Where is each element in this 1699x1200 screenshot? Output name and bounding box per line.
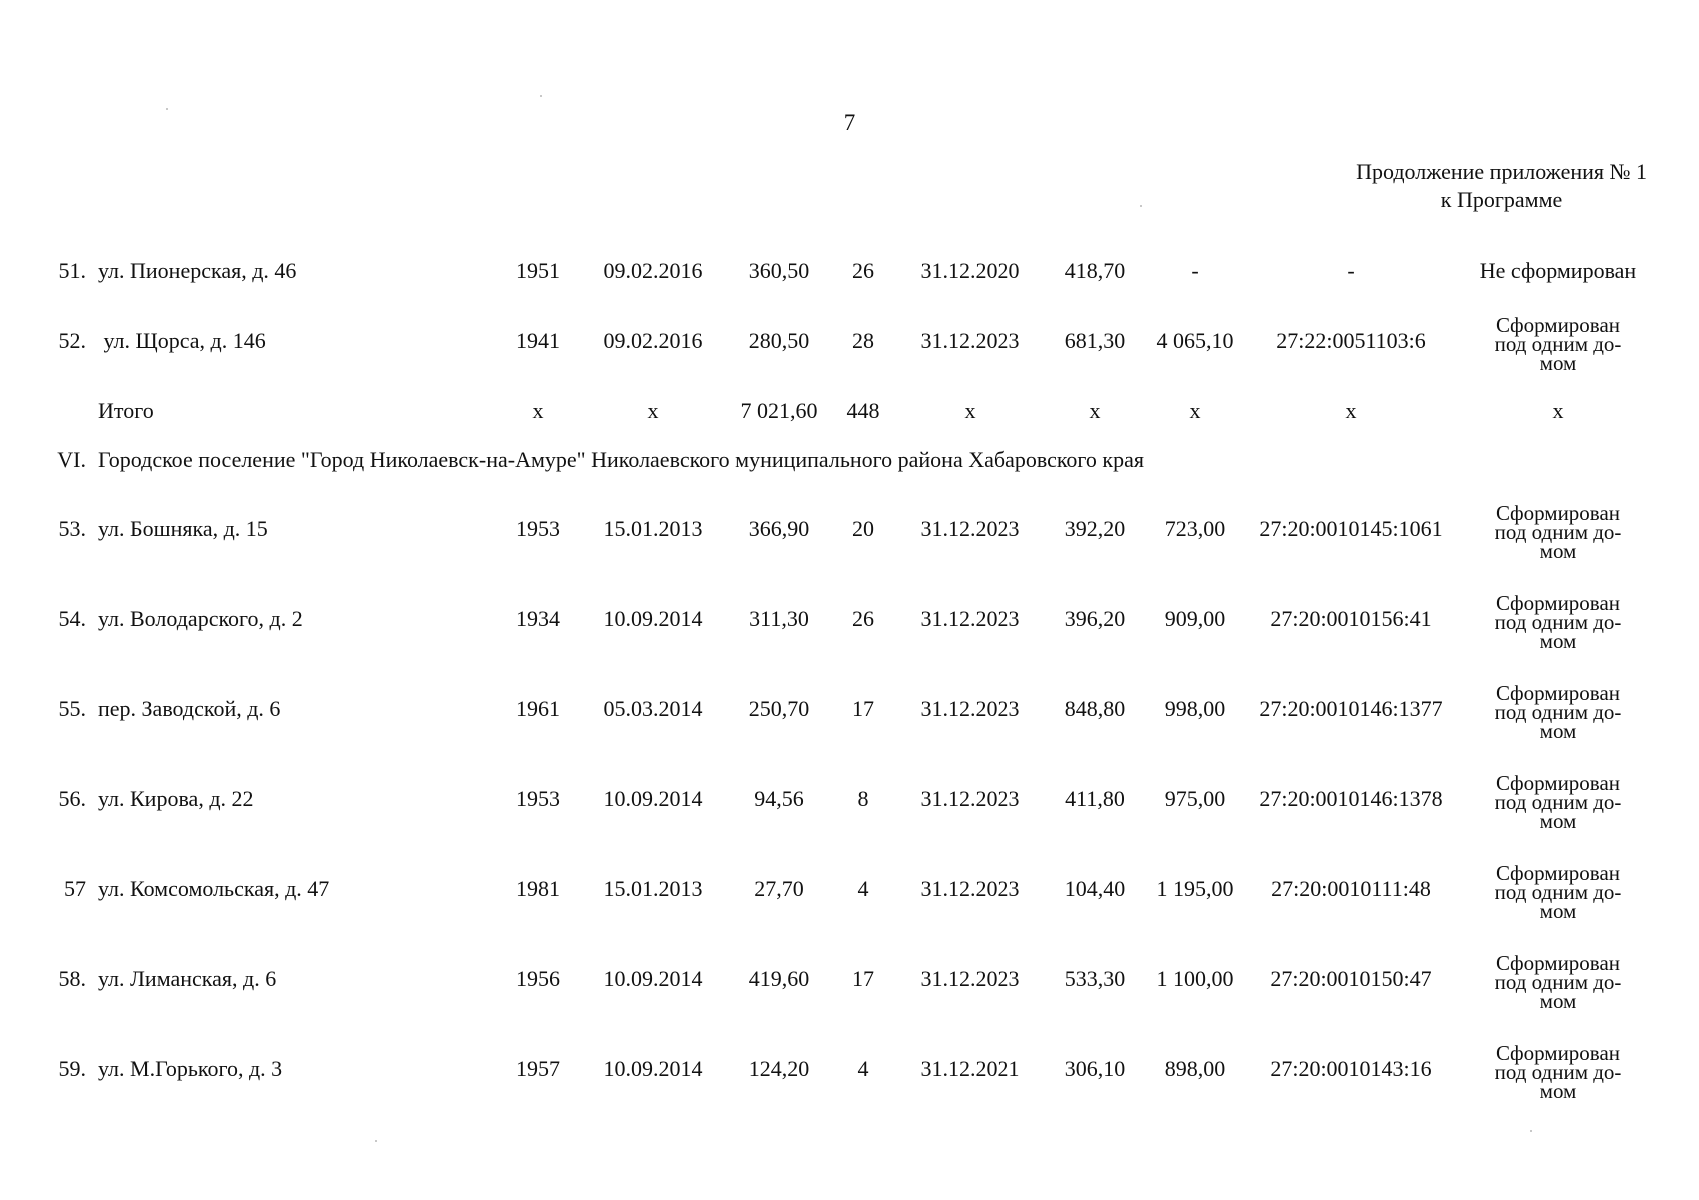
row-area: 419,60	[748, 966, 810, 991]
total-land-area: х	[1189, 398, 1201, 423]
row-land-area: 1 195,00	[1156, 876, 1234, 901]
row-status	[1460, 591, 1656, 653]
row-address: ул. Комсомольская, д. 47	[98, 876, 330, 901]
total-status: х	[1552, 398, 1564, 423]
row-total-area: 306,10	[1064, 1056, 1126, 1081]
row-cadastral: 27:20:0010143:16	[1270, 1056, 1432, 1081]
total-plan-date: х	[964, 398, 976, 423]
row-year: 1953	[516, 516, 560, 541]
row-area: 250,70	[748, 696, 810, 721]
total-area: 7 021,60	[740, 398, 818, 423]
row-address: пер. Заводской, д. 6	[98, 696, 281, 721]
row-status	[1460, 501, 1656, 563]
appendix-line-1: Продолжение приложения № 1	[1356, 159, 1647, 184]
row-plan-date: 31.12.2023	[920, 786, 1020, 811]
status-line: мом	[1539, 809, 1577, 833]
row-total-area: 411,80	[1065, 786, 1125, 811]
row-residents: 4	[857, 1056, 869, 1081]
row-status	[1460, 861, 1656, 923]
row-status	[1460, 771, 1656, 833]
row-year: 1956	[516, 966, 560, 991]
status-line: под одним до-	[1494, 790, 1622, 814]
row-land-area: 998,00	[1164, 696, 1226, 721]
row-residents: 17	[852, 966, 874, 991]
row-number: 54.	[58, 606, 86, 631]
status-line: мом	[1539, 539, 1577, 563]
row-land-area: 975,00	[1164, 786, 1226, 811]
row-residents: 20	[852, 516, 874, 541]
status-line: под одним до-	[1494, 332, 1622, 356]
status-line: Сформирован	[1495, 681, 1621, 705]
row-year: 1941	[516, 328, 560, 353]
table-row	[0, 313, 1699, 388]
row-number: 51.	[58, 258, 86, 283]
section-number: VI.	[57, 447, 86, 472]
row-number: 57	[64, 876, 86, 901]
scan-speck	[166, 108, 168, 110]
row-date: 10.09.2014	[603, 1056, 703, 1081]
row-year: 1957	[516, 1056, 560, 1081]
row-residents: 4	[857, 876, 869, 901]
row-date: 10.09.2014	[603, 606, 703, 631]
row-total-area: 396,20	[1064, 606, 1126, 631]
page-number: 7	[843, 110, 856, 135]
row-land-area: 898,00	[1164, 1056, 1226, 1081]
row-area: 311,30	[749, 606, 809, 631]
table-row	[0, 951, 1699, 1026]
status-line: мом	[1539, 351, 1577, 375]
row-cadastral: -	[1347, 258, 1355, 283]
row-number: 56.	[58, 786, 86, 811]
status-line: под одним до-	[1494, 970, 1622, 994]
row-status	[1460, 1041, 1656, 1103]
total-year: х	[532, 398, 544, 423]
status-line: Сформирован	[1495, 861, 1621, 885]
row-date: 15.01.2013	[603, 516, 703, 541]
row-cadastral: 27:20:0010146:1378	[1259, 786, 1443, 811]
row-residents: 28	[852, 328, 874, 353]
table-row	[0, 501, 1699, 576]
row-total-area: 418,70	[1064, 258, 1126, 283]
status-line: Сформирован	[1495, 591, 1621, 615]
row-number: 58.	[58, 966, 86, 991]
status-line: под одним до-	[1494, 700, 1622, 724]
row-land-area: 723,00	[1164, 516, 1226, 541]
scan-speck	[1530, 1130, 1532, 1132]
table-row	[0, 861, 1699, 936]
section-title: Городское поселение "Город Николаевск-на-Амуре" Николаевского муниципального района Хабаровского края	[98, 447, 1144, 472]
row-area: 27,70	[754, 876, 804, 901]
row-plan-date: 31.12.2020	[920, 258, 1020, 283]
row-plan-date: 31.12.2021	[920, 1056, 1020, 1081]
row-address: ул. Щорса, д. 146	[98, 328, 266, 353]
row-land-area: 909,00	[1164, 606, 1226, 631]
status-line: под одним до-	[1494, 520, 1622, 544]
table-row	[0, 681, 1699, 756]
status-line: мом	[1539, 629, 1577, 653]
status-line: Сформирован	[1495, 501, 1621, 525]
row-address: ул. Бошняка, д. 15	[98, 516, 268, 541]
row-date: 09.02.2016	[603, 328, 703, 353]
row-residents: 26	[852, 258, 874, 283]
status-line: мом	[1539, 719, 1577, 743]
row-date: 05.03.2014	[603, 696, 703, 721]
total-total-area: х	[1089, 398, 1101, 423]
status-line: Сформирован	[1495, 313, 1621, 337]
scan-speck	[540, 95, 542, 97]
row-land-area: 1 100,00	[1156, 966, 1234, 991]
row-total-area: 392,20	[1064, 516, 1126, 541]
row-plan-date: 31.12.2023	[920, 876, 1020, 901]
row-status	[1460, 313, 1656, 375]
status-line: под одним до-	[1494, 880, 1622, 904]
status-line: Сформирован	[1495, 771, 1621, 795]
row-year: 1961	[516, 696, 560, 721]
row-address: ул. Володарского, д. 2	[98, 606, 303, 631]
status-line: Сформирован	[1495, 951, 1621, 975]
row-total-area: 104,40	[1064, 876, 1126, 901]
row-address: ул. М.Горького, д. 3	[98, 1056, 283, 1081]
table-row	[0, 591, 1699, 666]
row-plan-date: 31.12.2023	[920, 966, 1020, 991]
row-plan-date: 31.12.2023	[920, 606, 1020, 631]
row-area: 366,90	[748, 516, 810, 541]
total-label: Итого	[98, 398, 154, 423]
row-total-area: 533,30	[1064, 966, 1126, 991]
row-cadastral: 27:20:0010146:1377	[1259, 696, 1443, 721]
table-row	[0, 258, 1699, 318]
row-address: ул. Пионерская, д. 46	[98, 258, 297, 283]
row-cadastral: 27:20:0010145:1061	[1259, 516, 1443, 541]
row-year: 1951	[516, 258, 560, 283]
row-year: 1953	[516, 786, 560, 811]
row-area: 360,50	[748, 258, 810, 283]
row-cadastral: 27:20:0010156:41	[1270, 606, 1432, 631]
row-status: Не сформирован	[1479, 258, 1637, 283]
scan-speck	[375, 1140, 377, 1142]
row-total-area: 848,80	[1064, 696, 1126, 721]
row-cadastral: 27:20:0010150:47	[1270, 966, 1432, 991]
row-plan-date: 31.12.2023	[920, 516, 1020, 541]
row-residents: 17	[852, 696, 874, 721]
total-cadastral: х	[1345, 398, 1357, 423]
row-date: 10.09.2014	[603, 786, 703, 811]
status-line: под одним до-	[1494, 610, 1622, 634]
status-line: мом	[1539, 989, 1577, 1013]
table-row	[0, 771, 1699, 846]
scan-speck	[1140, 205, 1142, 207]
total-date: х	[647, 398, 659, 423]
section-heading	[0, 447, 1699, 479]
row-land-area: -	[1191, 258, 1199, 283]
status-line: Сформирован	[1495, 1041, 1621, 1065]
row-date: 15.01.2013	[603, 876, 703, 901]
appendix-line-2: к Программе	[1440, 187, 1563, 212]
row-number: 55.	[58, 696, 86, 721]
total-residents: 448	[846, 398, 880, 423]
table-row	[0, 1041, 1699, 1116]
row-number: 59.	[58, 1056, 86, 1081]
row-number: 52.	[58, 328, 86, 353]
row-residents: 26	[852, 606, 874, 631]
row-date: 10.09.2014	[603, 966, 703, 991]
row-land-area: 4 065,10	[1156, 328, 1234, 353]
row-area: 280,50	[748, 328, 810, 353]
row-address: ул. Лиманская, д. 6	[98, 966, 277, 991]
status-line: под одним до-	[1494, 1060, 1622, 1084]
row-status	[1460, 681, 1656, 743]
row-year: 1934	[516, 606, 560, 631]
row-total-area: 681,30	[1064, 328, 1126, 353]
status-line: мом	[1539, 1079, 1577, 1103]
row-plan-date: 31.12.2023	[920, 696, 1020, 721]
row-number: 53.	[58, 516, 86, 541]
row-residents: 8	[857, 786, 869, 811]
row-plan-date: 31.12.2023	[920, 328, 1020, 353]
row-cadastral: 27:22:0051103:6	[1276, 328, 1426, 353]
row-cadastral: 27:20:0010111:48	[1271, 876, 1431, 901]
row-year: 1981	[516, 876, 560, 901]
row-area: 124,20	[748, 1056, 810, 1081]
row-status	[1460, 951, 1656, 1013]
row-area: 94,56	[754, 786, 804, 811]
row-date: 09.02.2016	[603, 258, 703, 283]
status-line: мом	[1539, 899, 1577, 923]
appendix-heading	[1356, 158, 1647, 214]
row-address: ул. Кирова, д. 22	[98, 786, 254, 811]
